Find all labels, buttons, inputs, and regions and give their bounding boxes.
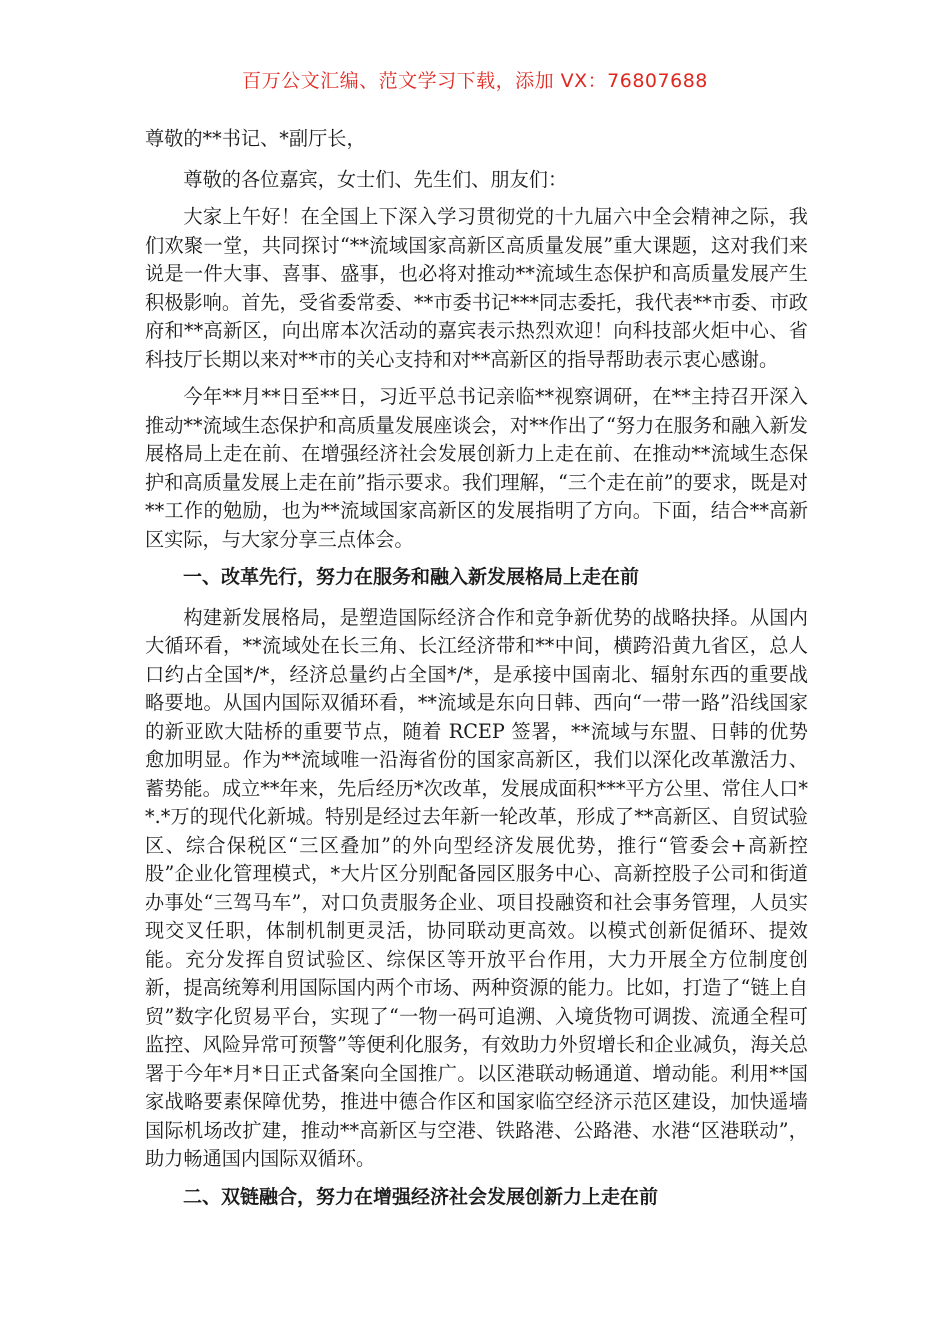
paragraph-context: 今年**月**日至**日，习近平总书记亲临**视察调研，在**主持召开深入推动**流域生态保护和高质量发展座谈会，对**作出了“努力在服务和融入新发展格局上走在前、在增强经济社会发展创新力上走在前、在推动**流域生态保护和高质量发展上走在前”指示要求。我们理解，“三个走在前”的要求，既是对**工作的勉励，也为**流域国家高新区的发展指明了方向。下面，结合**高新区实际，与大家分享三点体会。 xyxy=(145,385,808,551)
header-banner: 百万公文汇编、范文学习下载，添加 VX：76807688 xyxy=(242,70,708,92)
section-heading-2: 二、双链融合，努力在增强经济社会发展创新力上走在前 xyxy=(183,1185,659,1208)
paragraph-section-1: 构建新发展格局，是塑造国际经济合作和竞争新优势的战略抉择。从国内大循环看，**流域处在长三角、长江经济带和**中间，横跨沿黄九省区，总人口约占全国*/*，经济总量约占全国*/*，是承接中国南北、辐射东西的重要战略要地。从国内国际双循环看，**流域是东向日韩、西向“一带一路”沿线国家的新亚欧大陆桥的重要节点，随着 RCEP 签署，**流域与东盟、日韩的优势愈加明显。作为**流域唯一沿海省份的国家高新区，我们以深化改革激活力、蓄势能。成立**年来，先后经历*次改革，发展成面积***平方公里、常住人口**.*万的现代化新城。特别是经过去年新一轮改革，形成了**高新区、自贸试验区、综合保税区“三区叠加”的外向型经济发展优势，推行“管委会+高新控股”企业化管理模式，*大片区分别配备园区服务中心、高新控股子公司和街道办事处“三驾马车”，对口负责服务企业、项目投融资和社会事务管理，人员实现交叉任职，体制机制更灵活，协同联动更高效。以模式创新促循环、提效能。充分发挥自贸试验区、综保区等开放平台作用，大力开展全方位制度创新，提高统筹利用国际国内两个市场、两种资源的能力。比如，打造了“链上自贸”数字化贸易平台，实现了“一物一码可追溯、入境货物可调拨、流通全程可监控、风险异常可预警”等便利化服务，有效助力外贸增长和企业减负，海关总署于今年*月*日正式备案向全国推广。以区港联动畅通道、增动能。利用**国家战略要素保障优势，推进中德合作区和国家临空经济示范区建设，加快遥墙国际机场改扩建，推动**高新区与空港、铁路港、公路港、水港“区港联动”，助力畅通国内国际双循环。 xyxy=(145,605,808,1170)
section-heading-1: 一、改革先行，努力在服务和融入新发展格局上走在前 xyxy=(183,566,640,588)
greeting-line-2: 尊敬的各位嘉宾，女士们、先生们、朋友们： xyxy=(183,167,568,191)
document-body xyxy=(145,125,808,1223)
paragraph-opening: 大家上午好！在全国上下深入学习贯彻党的十九届六中全会精神之际，我们欢聚一堂，共同探讨“**流域国家高新区高质量发展”重大课题，这对我们来说是一件大事、喜事、盛事，也必将对推动**流域生态保护和高质量发展产生积极影响。首先，受省委常委、**市委书记***同志委托，我代表**市委、市政府和**高新区，向出席本次活动的嘉宾表示热烈欢迎！向科技部火炬中心、省科技厅长期以来对**市的关心支持和对**高新区的指导帮助表示衷心感谢。 xyxy=(145,205,808,371)
greeting-line-1: 尊敬的**书记、*副厅长， xyxy=(145,127,366,150)
